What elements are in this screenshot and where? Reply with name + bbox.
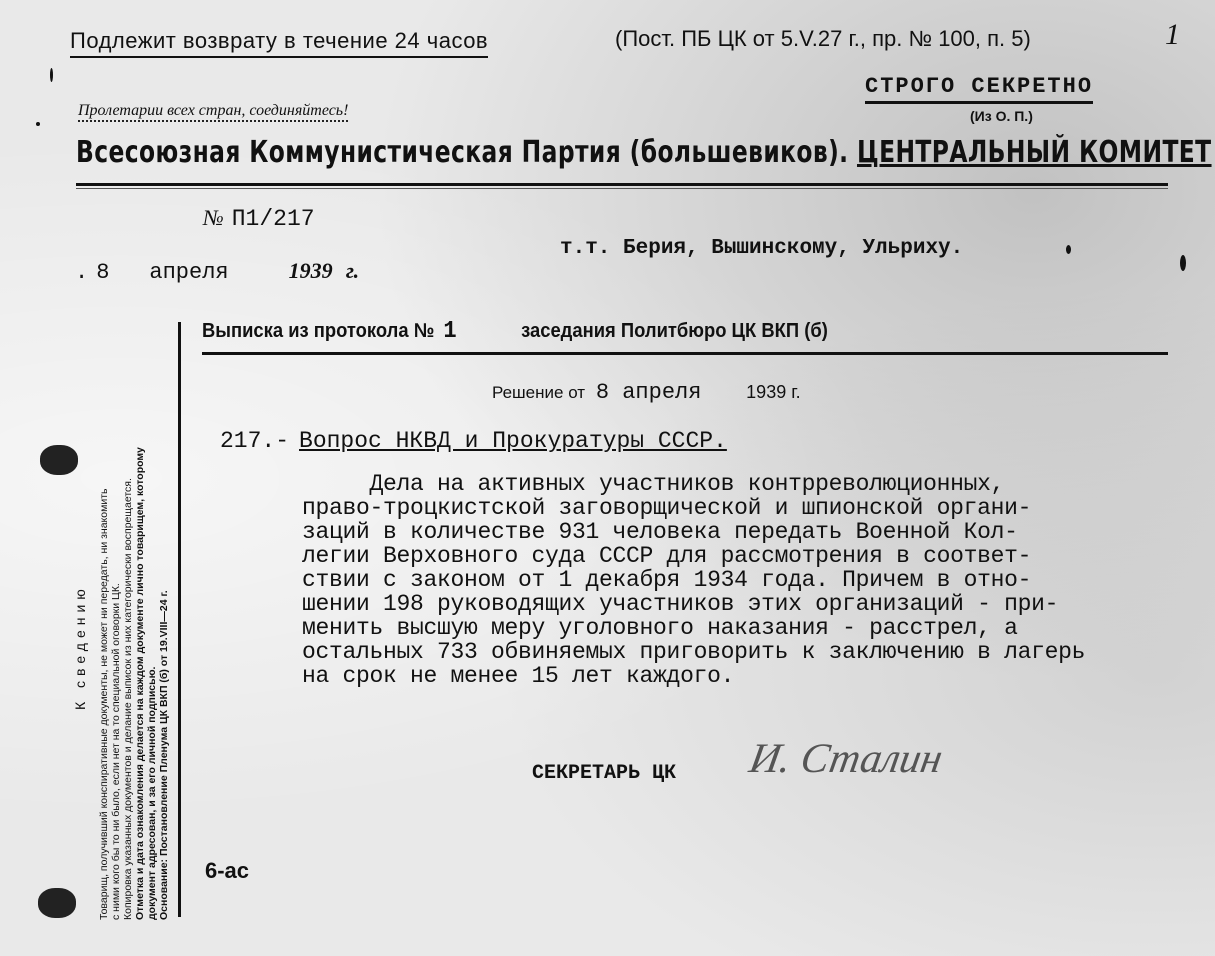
- text-line: легии Верховного суда СССР для рассмотрения в соответ-: [302, 543, 1032, 569]
- slogan: Пролетарии всех стран, соединяйтесь!: [78, 102, 348, 122]
- meeting-label: заседания Политбюро ЦК ВКП (б): [521, 320, 828, 342]
- classification-subnote: (Из О. П.): [970, 108, 1033, 124]
- notice-line: Основание: Постановление Пленума ЦК ВКП (б) от 19.VIII—24 г.: [158, 590, 170, 920]
- side-label: К сведению: [72, 584, 88, 710]
- ink-speck: [36, 122, 40, 126]
- addressees: т.т. Берия, Вышинскому, Ульриху.: [560, 237, 964, 260]
- agenda-item: [220, 428, 727, 454]
- number-sign: №: [203, 205, 224, 230]
- protocol-number: 1: [443, 318, 457, 345]
- text-line: на срок не менее 15 лет каждого.: [302, 663, 735, 689]
- decision-date: 8 апреля: [595, 380, 702, 405]
- notice-line: Копировка указанных документов и делание выписок из них категорически воспрещается.: [122, 478, 134, 920]
- text-line: заций в количестве 931 человека передать Военной Кол-: [302, 519, 1018, 545]
- party-letterhead: [76, 135, 1212, 170]
- extract-rule: [202, 352, 1168, 355]
- date-day: 8: [96, 260, 110, 285]
- signature-label: СЕКРЕТАРЬ ЦК: [532, 762, 677, 785]
- extract-label: Выписка из протокола №: [202, 320, 435, 342]
- page-number-mark: 1: [1165, 18, 1180, 51]
- ink-speck: [1180, 255, 1186, 271]
- date-suffix: г.: [345, 258, 360, 283]
- text-line: остальных 733 обвиняемых приговорить к заключению в лагерь: [302, 639, 1086, 665]
- ink-speck: [1066, 245, 1071, 254]
- registry-code: 6-ас: [205, 858, 250, 883]
- central-committee-title: ЦЕНТРАЛЬНЫЙ КОМИТЕТ: [856, 135, 1212, 170]
- punch-hole-icon: [40, 445, 78, 475]
- decision-date-line: [492, 380, 801, 405]
- return-note: Подлежит возврату в течение 24 часов: [70, 28, 488, 58]
- text-line: Дела на активных участников контрреволюционных,: [302, 471, 1005, 497]
- punch-hole-icon: [38, 888, 76, 918]
- date-year: 1939: [288, 258, 333, 283]
- extract-title: [202, 318, 828, 345]
- decision-year: 1939 г.: [746, 382, 801, 402]
- margin-rule: [178, 322, 181, 917]
- notice-line: документ адресован, и за его личной подписью.: [146, 666, 158, 920]
- notice-line: Отметка и дата ознакомления делается на каждом документе лично товарищем, которому: [134, 447, 146, 920]
- text-line: менить высшую меру уголовного наказания - расстрел, а: [302, 615, 1018, 641]
- confidentiality-notice: [98, 320, 170, 920]
- resolution-reference: (Пост. ПБ ЦК от 5.V.27 г., пр. № 100, п. 5): [615, 26, 1031, 51]
- document-date: . 8 апреля 1939 г.: [75, 258, 360, 285]
- party-name: Всесоюзная Коммунистическая Партия (большевиков).: [76, 135, 849, 170]
- text-line: право-троцкистской заговорщической и шпионской органи-: [302, 495, 1032, 521]
- header-rule: [76, 183, 1168, 186]
- document-number-value: П1/217: [231, 206, 315, 232]
- text-line: шении 198 руководящих участников этих организаций - при-: [302, 591, 1059, 617]
- handwritten-signature: И. Сталин: [745, 736, 946, 782]
- document-number: [203, 205, 315, 232]
- text-line: ствии с законом от 1 декабря 1934 года. Причем в отно-: [302, 567, 1032, 593]
- item-number: 217.-: [220, 428, 290, 454]
- decision-text: [302, 472, 1085, 688]
- notice-line: с ними кого бы то ни было, если нет на то специальной оговорки ЦК.: [110, 583, 122, 920]
- ink-speck: [50, 68, 53, 82]
- decision-label: Решение от: [492, 383, 586, 402]
- item-title: Вопрос НКВД и Прокуратуры СССР.: [299, 428, 727, 454]
- classification-stamp: СТРОГО СЕКРЕТНО: [865, 74, 1093, 104]
- notice-line: Товарищ, получивший конспиративные документы, не может ни передать, ни знакомить: [98, 488, 110, 920]
- header-rule-thin: [76, 188, 1168, 189]
- date-month: апреля: [149, 260, 229, 285]
